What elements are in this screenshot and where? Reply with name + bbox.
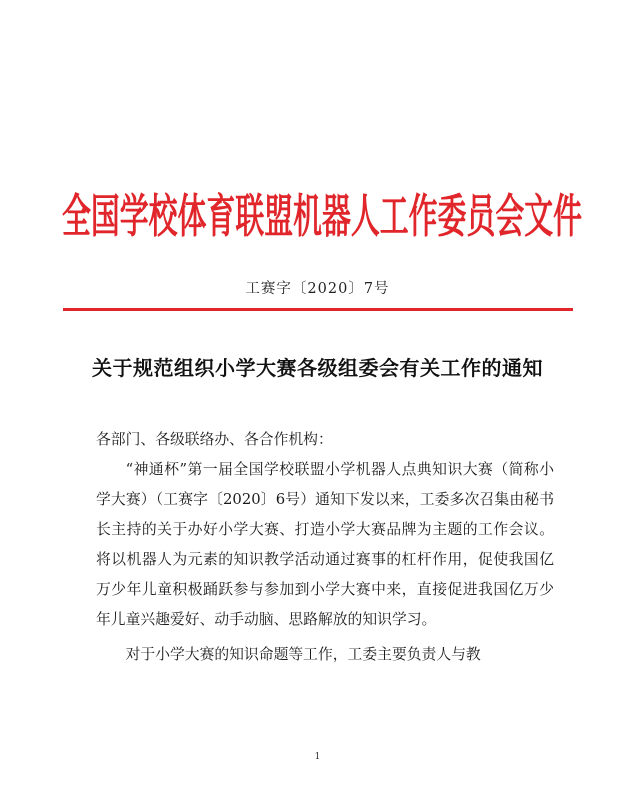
document-body <box>96 425 554 670</box>
salutation: 各部门、各级联络办、各合作机构： <box>96 431 333 448</box>
body-paragraph: “神通杯”第一届全国学校联盟小学机器人点典知识大赛（简称小学大赛）（工赛字〔2020〕6号）通知下发以来，工委多次召集由秘书长主持的关于办好小学大赛、打造小学大赛品牌为主题的工作会议。将以机器人为元素的知识教学活动通过赛事的杠杆作用，促使我国亿万少年儿童积极踊跃参与参加到小学大赛中来，直接促进我国亿万少年儿童兴趣爱好、动手动脑、思路解放的知识学习。 <box>96 461 554 628</box>
page-number: 1 <box>314 752 321 762</box>
masthead-svg <box>62 170 582 250</box>
masthead <box>62 170 582 250</box>
masthead-title: 全国学校体育联盟机器人工作委员会文件 <box>62 189 582 243</box>
body-paragraph: 对于小学大赛的知识命题等工作，工委主要负责人与教 <box>125 646 481 663</box>
red-divider-line <box>63 308 573 311</box>
document-number: 工赛字〔2020〕7号 <box>245 281 390 297</box>
notice-title: 关于规范组织小学大赛各级组委会有关工作的通知 <box>92 356 543 380</box>
